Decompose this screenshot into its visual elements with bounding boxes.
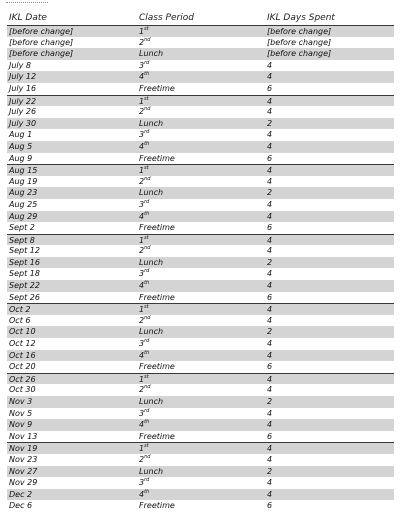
row-period-text: 2 xyxy=(139,107,145,117)
row-period xyxy=(139,361,175,373)
table-row xyxy=(7,338,394,350)
row-period xyxy=(139,408,149,420)
header-period: Class Period xyxy=(139,13,194,23)
row-period-text: 3 xyxy=(139,199,145,209)
table-row xyxy=(7,60,394,72)
table-row xyxy=(7,454,394,466)
row-date: Oct 12 xyxy=(9,339,36,349)
table-row xyxy=(7,326,394,338)
row-period-text: 2 xyxy=(139,176,145,186)
row-days: [before change] xyxy=(267,37,332,47)
row-period xyxy=(139,48,163,60)
row-period xyxy=(139,106,150,118)
row-days: 4 xyxy=(267,454,273,464)
row-period xyxy=(139,338,149,350)
row-period-ordinal: nd xyxy=(144,245,151,252)
row-days: 2 xyxy=(267,118,273,128)
table-row xyxy=(7,176,394,188)
row-period-ordinal: nd xyxy=(144,106,151,113)
row-period-text: 2 xyxy=(139,246,145,256)
row-days: [before change] xyxy=(267,27,332,36)
row-days: 2 xyxy=(267,327,273,337)
row-period-text: Freetime xyxy=(139,501,175,511)
row-period-text: 3 xyxy=(139,478,145,488)
row-period xyxy=(139,292,175,304)
row-date: Oct 6 xyxy=(9,315,31,325)
table-row xyxy=(7,408,394,420)
row-period-text: Freetime xyxy=(139,362,175,372)
row-days: 4 xyxy=(267,269,273,279)
row-period-text: Lunch xyxy=(139,327,164,337)
row-date: Oct 26 xyxy=(9,374,36,384)
table-row xyxy=(7,199,394,211)
row-period-text: 3 xyxy=(139,339,145,349)
row-period xyxy=(139,71,149,83)
table-row xyxy=(7,361,394,373)
row-date: Aug 25 xyxy=(9,199,38,209)
table-row xyxy=(7,245,394,257)
row-days: 4 xyxy=(267,305,273,315)
row-days: 6 xyxy=(267,431,273,441)
table-row xyxy=(7,187,394,199)
row-days: 4 xyxy=(267,199,273,209)
table-row xyxy=(7,153,394,165)
row-period-text: 3 xyxy=(139,130,145,140)
row-period xyxy=(139,419,149,431)
row-period-ordinal: nd xyxy=(144,175,151,182)
table-row xyxy=(7,222,394,234)
row-period-text: Lunch xyxy=(139,49,164,59)
table-row xyxy=(7,118,394,130)
row-days: 4 xyxy=(267,141,273,151)
row-period-text: 4 xyxy=(139,141,145,151)
row-period-ordinal: th xyxy=(144,280,150,287)
row-days: 6 xyxy=(267,362,273,372)
row-period-ordinal: th xyxy=(144,210,150,217)
row-period xyxy=(139,315,150,327)
row-date: Dec 6 xyxy=(9,501,33,511)
row-date: Nov 3 xyxy=(9,397,33,406)
row-date: [before change] xyxy=(9,37,74,47)
table-row xyxy=(7,384,394,396)
row-period-ordinal: st xyxy=(144,304,149,311)
row-days: 4 xyxy=(267,176,273,186)
row-days: 4 xyxy=(267,478,273,488)
row-period xyxy=(139,384,150,396)
row-date: [before change] xyxy=(9,27,74,36)
row-days: 4 xyxy=(267,72,273,82)
table-row xyxy=(7,500,394,512)
row-period-ordinal: st xyxy=(144,26,149,32)
row-date: Nov 27 xyxy=(9,466,38,476)
row-date: Sept 8 xyxy=(9,235,35,245)
header-days: IKL Days Spent xyxy=(267,13,335,23)
row-period xyxy=(139,350,149,362)
row-date: Sept 12 xyxy=(9,246,40,256)
row-period-text: 1 xyxy=(139,235,145,245)
row-date: Nov 23 xyxy=(9,454,38,464)
row-date: Nov 13 xyxy=(9,431,38,441)
table-row xyxy=(7,315,394,327)
row-date: Nov 9 xyxy=(9,420,33,430)
row-period-text: 4 xyxy=(139,489,145,499)
row-period-ordinal: rd xyxy=(144,198,150,205)
row-days: 4 xyxy=(267,235,273,245)
row-period-text: 1 xyxy=(139,374,145,384)
row-date: Oct 30 xyxy=(9,385,36,395)
row-period-text: Freetime xyxy=(139,431,175,441)
row-period-text: Freetime xyxy=(139,223,175,233)
row-date: July 30 xyxy=(9,118,37,128)
row-period-text: 4 xyxy=(139,281,145,291)
row-date: Aug 5 xyxy=(9,141,33,151)
row-date: Oct 2 xyxy=(9,305,31,315)
table-row xyxy=(7,211,394,223)
row-date: July 8 xyxy=(9,60,32,70)
row-days: 6 xyxy=(267,292,273,302)
row-period-text: 4 xyxy=(139,72,145,82)
row-days: 4 xyxy=(267,408,273,418)
table-row xyxy=(7,419,394,431)
row-period-text: Lunch xyxy=(139,397,164,406)
row-days: 4 xyxy=(267,315,273,325)
row-date: Dec 2 xyxy=(9,489,33,499)
row-period xyxy=(139,268,149,280)
row-days: 2 xyxy=(267,466,273,476)
row-period-text: 3 xyxy=(139,408,145,418)
row-days: 4 xyxy=(267,489,273,499)
row-period-text: Lunch xyxy=(139,188,164,198)
table-row xyxy=(7,95,394,107)
row-period-ordinal: nd xyxy=(144,453,151,460)
row-period xyxy=(139,500,175,512)
row-period-ordinal: st xyxy=(144,165,149,172)
row-period-ordinal: rd xyxy=(144,407,150,414)
row-period xyxy=(139,396,163,408)
row-period-text: 2 xyxy=(139,385,145,395)
row-period-text: 2 xyxy=(139,315,145,325)
table-row xyxy=(7,303,394,315)
row-period-text: 4 xyxy=(139,211,145,221)
row-days: 6 xyxy=(267,501,273,511)
row-period-ordinal: nd xyxy=(144,36,151,43)
row-date: Sept 16 xyxy=(9,257,40,267)
row-period xyxy=(139,477,149,489)
row-period-text: 1 xyxy=(139,444,145,454)
row-date: Oct 20 xyxy=(9,362,36,372)
table-row xyxy=(7,234,394,246)
row-period-ordinal: th xyxy=(144,419,150,426)
row-date: Aug 15 xyxy=(9,166,38,176)
row-date: Nov 5 xyxy=(9,408,33,418)
row-period xyxy=(139,245,150,257)
row-period xyxy=(139,211,149,223)
table-row xyxy=(7,466,394,478)
row-days: 4 xyxy=(267,350,273,360)
row-date: Aug 29 xyxy=(9,211,38,221)
row-period xyxy=(139,257,163,269)
row-period xyxy=(139,199,149,211)
row-period-ordinal: st xyxy=(144,95,149,102)
row-period xyxy=(139,454,150,466)
row-period-ordinal: rd xyxy=(144,129,150,136)
table-row xyxy=(7,292,394,304)
row-date: Aug 1 xyxy=(9,130,33,140)
table-row xyxy=(7,396,394,408)
row-period-ordinal: rd xyxy=(144,477,150,484)
row-date: Nov 19 xyxy=(9,444,38,454)
row-days: 4 xyxy=(267,107,273,117)
row-days: 4 xyxy=(267,444,273,454)
row-period-ordinal: rd xyxy=(144,268,150,275)
row-date: Sept 18 xyxy=(9,269,40,279)
row-days: 2 xyxy=(267,397,273,406)
row-period-text: Freetime xyxy=(139,83,175,93)
row-days: 6 xyxy=(267,223,273,233)
row-period xyxy=(139,280,149,292)
row-days: 4 xyxy=(267,374,273,384)
row-days: 4 xyxy=(267,60,273,70)
header-date: IKL Date xyxy=(9,13,47,23)
table-row xyxy=(7,257,394,269)
row-period-text: 1 xyxy=(139,27,145,36)
row-period xyxy=(139,83,175,95)
table-row xyxy=(7,25,394,37)
row-period-ordinal: st xyxy=(144,443,149,450)
row-period-ordinal: th xyxy=(144,349,150,356)
row-period-ordinal: th xyxy=(144,488,150,495)
table-row xyxy=(7,373,394,385)
row-date: July 16 xyxy=(9,83,37,93)
table-row xyxy=(7,431,394,443)
row-date: [before change] xyxy=(9,49,74,59)
row-period-text: 2 xyxy=(139,454,145,464)
table-row xyxy=(7,37,394,49)
row-period xyxy=(139,60,149,72)
table-row xyxy=(7,164,394,176)
row-date: Aug 9 xyxy=(9,153,33,163)
row-period xyxy=(139,37,150,49)
row-days: 2 xyxy=(267,188,273,198)
row-period-text: 3 xyxy=(139,60,145,70)
row-period-text: 3 xyxy=(139,269,145,279)
row-date: July 26 xyxy=(9,107,37,117)
table-row xyxy=(7,280,394,292)
row-period-ordinal: rd xyxy=(144,59,150,66)
row-date: Aug 19 xyxy=(9,176,38,186)
row-date: Oct 16 xyxy=(9,350,36,360)
row-period-text: 4 xyxy=(139,420,145,430)
row-days: [before change] xyxy=(267,49,332,59)
row-period xyxy=(139,431,175,443)
row-date: Sept 22 xyxy=(9,281,40,291)
row-period-ordinal: st xyxy=(144,234,149,241)
row-period-ordinal: nd xyxy=(144,314,151,321)
table-row xyxy=(7,71,394,83)
row-days: 6 xyxy=(267,83,273,93)
row-period-text: 1 xyxy=(139,166,145,176)
row-date: Sept 2 xyxy=(9,223,35,233)
row-period-text: Lunch xyxy=(139,118,164,128)
row-period xyxy=(139,222,175,234)
table-row xyxy=(7,83,394,95)
row-date: Oct 10 xyxy=(9,327,36,337)
row-date: Aug 23 xyxy=(9,188,38,198)
row-days: 4 xyxy=(267,281,273,291)
row-days: 4 xyxy=(267,339,273,349)
table-row xyxy=(7,141,394,153)
row-days: 4 xyxy=(267,166,273,176)
row-period-text: Freetime xyxy=(139,292,175,302)
row-days: 4 xyxy=(267,211,273,221)
row-period-text: Lunch xyxy=(139,257,164,267)
row-period-text: 1 xyxy=(139,96,145,106)
row-days: 4 xyxy=(267,96,273,106)
row-date: Sept 26 xyxy=(9,292,40,302)
table-row xyxy=(7,106,394,118)
row-period-text: Lunch xyxy=(139,466,164,476)
table-row xyxy=(7,489,394,501)
row-period-text: 1 xyxy=(139,305,145,315)
table-row xyxy=(7,442,394,454)
row-period-ordinal: th xyxy=(144,71,150,78)
row-days: 4 xyxy=(267,130,273,140)
row-period-ordinal: st xyxy=(144,373,149,380)
row-days: 4 xyxy=(267,385,273,395)
row-period-ordinal: nd xyxy=(144,384,151,391)
row-period xyxy=(139,176,150,188)
row-days: 2 xyxy=(267,257,273,267)
row-period-text: Freetime xyxy=(139,153,175,163)
row-period-ordinal: rd xyxy=(144,338,150,345)
row-period-text: 4 xyxy=(139,350,145,360)
row-date: July 12 xyxy=(9,72,37,82)
row-period xyxy=(139,118,163,130)
table-header xyxy=(7,10,394,25)
row-date: July 22 xyxy=(9,96,37,106)
row-period xyxy=(139,153,175,165)
row-period xyxy=(139,489,149,501)
row-period xyxy=(139,187,163,199)
row-period-text: 2 xyxy=(139,37,145,47)
row-period xyxy=(139,141,149,153)
schedule-table xyxy=(7,25,394,512)
row-days: 4 xyxy=(267,246,273,256)
table-row xyxy=(7,48,394,60)
row-period xyxy=(139,129,149,141)
table-row xyxy=(7,129,394,141)
row-days: 6 xyxy=(267,153,273,163)
table-row xyxy=(7,268,394,280)
row-days: 4 xyxy=(267,420,273,430)
row-date: Nov 29 xyxy=(9,478,38,488)
row-period xyxy=(139,466,163,478)
table-row xyxy=(7,350,394,362)
row-period xyxy=(139,326,163,338)
row-period-ordinal: th xyxy=(144,140,150,147)
table-row xyxy=(7,477,394,489)
page-header-remnant xyxy=(6,0,66,6)
